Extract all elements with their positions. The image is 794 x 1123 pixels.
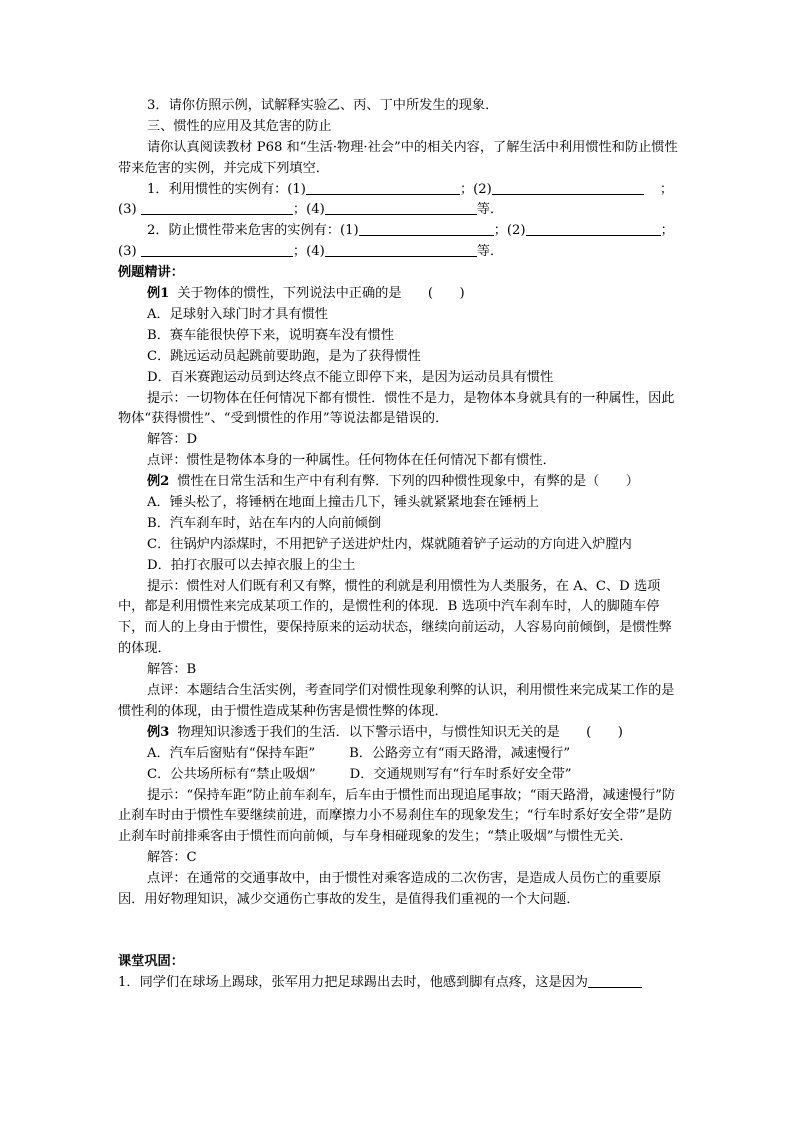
examples-heading: 例题精讲： [118, 265, 184, 281]
option-b: B．赛车能很快停下来，说明赛车没有惯性 [147, 327, 395, 343]
option-d: D．拍打衣服可以去掉衣服上的尘土 [147, 557, 356, 573]
option-d: D．交通规则写有“行车时系好安全带” [349, 766, 572, 782]
answer-blank[interactable] [306, 180, 460, 195]
example-label: 例3 [147, 724, 170, 740]
practice-question-1: 1．同学们在球场上踢球，张军用力把足球踢出去时，他感到脚有点疼，这是因为 [118, 973, 680, 994]
example-1-hint: 提示：一切物体在任何情况下都有惯性．惯性不是力，是物体本身就具有的一种属性，因此物体“获得惯性”、“受到惯性的作用”等说法都是错误的． [118, 390, 675, 427]
option-c: C．往锅炉内添煤时，不用把铲子送进炉灶内，煤就随着铲子运动的方向进入炉膛内 [147, 536, 632, 552]
options-row-1 [118, 744, 680, 765]
example-2-stem: 例2 惯性在日常生活和生产中有利有弊．下列的四种惯性现象中，有弊的是（ ） [147, 474, 639, 490]
option-a: A．足球射入球门时才具有惯性 [147, 306, 328, 322]
option-c: C．公共场所标有“禁止吸烟” [147, 766, 316, 782]
example-1-comment: 点评：惯性是物体本身的一种属性。任何物体在任何情况下都有惯性． [147, 453, 556, 469]
section-heading-3: 三、惯性的应用及其危害的防止 [147, 118, 332, 134]
option-b: B．汽车刹车时，站在车内的人向前倾倒 [147, 515, 381, 531]
fill-in-2-row2: (3) ；(4) 等． [118, 244, 504, 260]
fill-in-1-row1: 1．利用惯性的实例有：(1) ；(2) ； [147, 181, 674, 197]
example-3-hint: 提示：“保持车距”防止前车刹车，后车由于惯性而出现追尾事故；“雨天路滑，减速慢行”防止刹车时由于惯性车要继续前进，而摩擦力小不易刹住车的现象发生；“行车时系好安全带”是防止刹车时前排乘客由于惯性而向前倾，与车身相碰现象的发生；“禁止吸烟”与惯性无关． [118, 787, 676, 845]
option-c: C．跳远运动员起跳前要助跑，是为了获得惯性 [147, 348, 421, 364]
fill-in-1-row2: (3) ；(4) 等． [118, 202, 504, 218]
answer-blank[interactable] [588, 973, 642, 988]
example-3-answer: 解答：C [147, 850, 197, 866]
example-label: 例1 [147, 286, 170, 302]
answer-blank[interactable] [325, 200, 477, 215]
fill-in-2-row1: 2．防止惯性带来危害的实例有：(1) ；(2) ； [147, 223, 674, 239]
section-intro: 请你认真阅读教材 P68 和“生活·物理·社会”中的相关内容，了解生活中利用惯性和防止惯性带来危害的实例，并完成下列填空． [118, 139, 678, 176]
example-2-hint: 提示：惯性对人们既有利又有弊，惯性的利就是利用惯性为人类服务，在 A、C、D 选项中，都是利用惯性来完成某项工作的，是惯性利的体现．B 选项中汽车刹车时，人的脚随车停下，而人的上身由于惯性，要保持原来的运动状态，继续向前运动，人容易向前倾倒，是惯性弊的体现． [118, 578, 672, 657]
options-row-2 [118, 765, 680, 786]
answer-blank[interactable] [141, 242, 293, 257]
answer-blank[interactable] [492, 180, 644, 195]
answer-blank[interactable] [325, 242, 477, 257]
answer-blank[interactable] [526, 221, 661, 236]
example-1-stem: 例1 关于物体的惯性，下列说法中正确的是 ( ) [147, 286, 465, 302]
example-1-answer: 解答：D [147, 432, 198, 448]
option-b: B．公路旁立有“雨天路滑，减速慢行” [349, 745, 571, 761]
question-3: 3．请你仿照示例，试解释实验乙、丙、丁中所发生的现象． [147, 98, 499, 113]
answer-blank[interactable] [359, 221, 494, 236]
example-2-comment: 点评：本题结合生活实例，考查同学们对惯性现象利弊的认识，利用惯性来完成某工作的是惯性利的体现，由于惯性造成某种伤害是惯性弊的体现． [118, 683, 675, 719]
document-body [118, 96, 680, 994]
option-a: A．锤头松了，将锤柄在地面上撞击几下，锤头就紧紧地套在锤柄上 [147, 494, 539, 510]
option-a: A．汽车后窗贴有“保持车距” [147, 745, 316, 761]
answer-blank[interactable] [141, 200, 293, 215]
example-3-stem: 例3 物理知识渗透于我们的生活．以下警示语中，与惯性知识无关的是 ( ) [147, 724, 623, 740]
practice-heading: 课堂巩固： [118, 953, 184, 969]
example-3-comment: 点评：在通常的交通事故中，由于惯性对乘客造成的二次伤害，是造成人员伤亡的重要原因．用好物理知识，减少交通伤亡事故的发生，是值得我们重视的一个大问题． [118, 871, 662, 908]
example-2-answer: 解答：B [147, 662, 197, 678]
example-label: 例2 [147, 474, 170, 490]
option-d: D．百米赛跑运动员到达终点不能立即停下来，是因为运动员具有惯性 [147, 369, 554, 385]
